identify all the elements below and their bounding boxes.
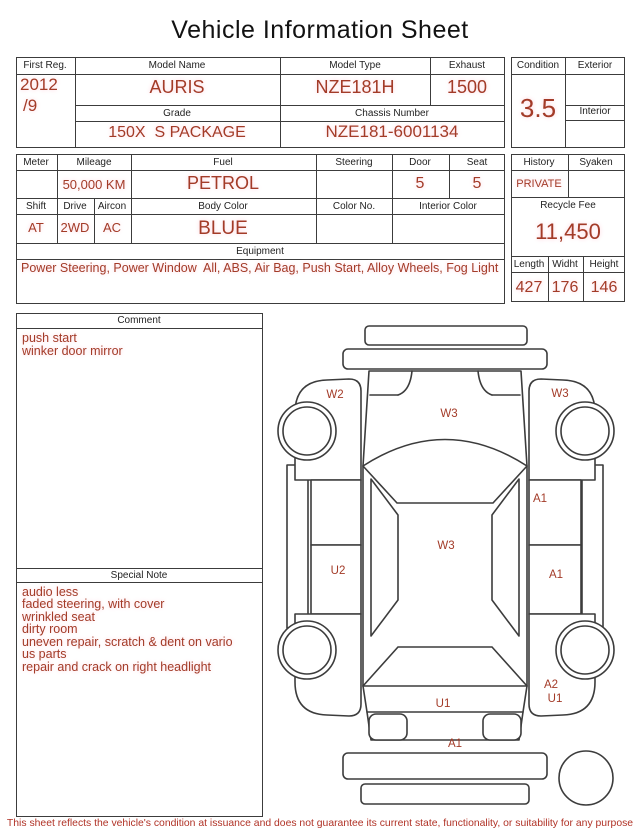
divider bbox=[16, 74, 505, 75]
divider bbox=[16, 170, 505, 171]
divider bbox=[511, 272, 625, 273]
recycle-fee-value: 11,450 bbox=[535, 219, 601, 244]
divider bbox=[392, 154, 393, 198]
footer-disclaimer: This sheet reflects the vehicle's condition at issuance and does not guarantee its current state, functionality, or suitability for any purpose bbox=[6, 818, 634, 829]
damage-label-w2: W2 bbox=[326, 389, 344, 401]
divider bbox=[316, 154, 317, 198]
exhaust-label: Exhaust bbox=[448, 60, 486, 71]
divider bbox=[57, 154, 58, 198]
comment-box bbox=[16, 313, 263, 817]
model-type-label: Model Type bbox=[329, 60, 381, 71]
rear-lamp-left bbox=[369, 714, 407, 740]
divider bbox=[75, 57, 76, 148]
damage-label-u2: U2 bbox=[330, 565, 346, 577]
seat-value: 5 bbox=[472, 175, 482, 192]
width-label: Widht bbox=[552, 259, 578, 270]
fuel-label: Fuel bbox=[213, 157, 233, 168]
divider bbox=[430, 57, 431, 105]
grade-label: Grade bbox=[163, 108, 191, 119]
divider bbox=[583, 256, 584, 302]
rear-left-wheel bbox=[278, 621, 336, 679]
length-label: Length bbox=[513, 259, 545, 270]
divider bbox=[57, 198, 58, 243]
divider bbox=[565, 57, 566, 148]
damage-label-u1-tailgate: U1 bbox=[435, 698, 451, 710]
fuel-value: PETROL bbox=[186, 173, 260, 193]
special-note-line: faded steering, with cover bbox=[22, 597, 165, 611]
equipment-list: Power Steering, Power Window All, ABS, Air Bag, Push Start, Alloy Wheels, Fog Light bbox=[21, 261, 499, 275]
damage-label-w3-hood: W3 bbox=[440, 408, 458, 420]
length-value: 427 bbox=[515, 279, 543, 296]
damage-label-w3-roof: W3 bbox=[437, 540, 455, 552]
special-note-line: dirty room bbox=[22, 622, 78, 636]
mileage-value: 50,000 KM bbox=[62, 177, 126, 192]
first-reg-month: /9 bbox=[23, 96, 38, 115]
body-color-label: Body Color bbox=[198, 201, 248, 212]
front-right-door bbox=[529, 480, 581, 545]
exterior-label: Exterior bbox=[577, 60, 613, 71]
divider bbox=[280, 57, 281, 148]
special-note-line: repair and crack on right headlight bbox=[22, 660, 212, 674]
front-bumper-strip bbox=[365, 326, 527, 345]
damage-label-u1-side: U1 bbox=[547, 693, 563, 705]
comment-label: Comment bbox=[117, 315, 161, 326]
spare-wheel bbox=[559, 751, 613, 805]
model-name-label: Model Name bbox=[148, 60, 206, 71]
meter-label: Meter bbox=[23, 157, 49, 168]
damage-label-w3-fender: W3 bbox=[551, 388, 569, 400]
divider bbox=[392, 198, 393, 243]
damage-label-a2: A2 bbox=[543, 679, 559, 691]
aircon-label: Aircon bbox=[97, 201, 127, 212]
divider bbox=[16, 198, 505, 199]
divider bbox=[131, 154, 132, 198]
damage-diagram bbox=[265, 313, 640, 818]
damage-label-a1-rear-door: A1 bbox=[548, 569, 564, 581]
color-no-label: Color No. bbox=[332, 201, 376, 212]
first-reg-year: 2012 bbox=[20, 75, 58, 94]
rear-lamp-right bbox=[483, 714, 521, 740]
special-note-line: us parts bbox=[22, 647, 67, 661]
seat-label: Seat bbox=[466, 157, 488, 168]
door-value: 5 bbox=[415, 175, 425, 192]
special-note-line: uneven repair, scratch & dent on vario bbox=[22, 635, 233, 649]
divider bbox=[16, 243, 505, 244]
page-title: Vehicle Information Sheet bbox=[171, 16, 469, 44]
steering-label: Steering bbox=[335, 157, 373, 168]
drive-label: Drive bbox=[63, 201, 87, 212]
interior-color-label: Interior Color bbox=[419, 201, 477, 212]
front-bumper bbox=[343, 349, 547, 369]
shift-label: Shift bbox=[25, 201, 47, 212]
divider bbox=[511, 256, 625, 257]
exhaust-value: 1500 bbox=[446, 77, 488, 97]
divider bbox=[16, 214, 505, 215]
door-label: Door bbox=[409, 157, 431, 168]
divider bbox=[16, 328, 263, 329]
equipment-label: Equipment bbox=[236, 246, 284, 257]
width-value: 176 bbox=[551, 279, 579, 296]
chassis-label: Chassis Number bbox=[355, 108, 429, 119]
comment-line: winker door mirror bbox=[22, 344, 123, 358]
rear-bumper-strip bbox=[361, 784, 529, 804]
divider bbox=[316, 198, 317, 243]
first-reg-label: First Reg. bbox=[23, 60, 67, 71]
grade-value: 150X S PACKAGE bbox=[108, 124, 246, 141]
aircon-value: AC bbox=[102, 220, 122, 235]
divider bbox=[511, 197, 625, 198]
divider bbox=[568, 154, 569, 197]
divider bbox=[449, 154, 450, 198]
left-rocker-panel bbox=[287, 465, 308, 628]
rear-bumper bbox=[343, 753, 547, 779]
damage-label-a1-bumper: A1 bbox=[447, 738, 463, 750]
comment-line: push start bbox=[22, 331, 77, 345]
front-left-door bbox=[311, 480, 361, 545]
shift-value: AT bbox=[28, 220, 44, 235]
divider bbox=[16, 582, 263, 583]
front-left-wheel bbox=[278, 402, 336, 460]
mileage-label: Mileage bbox=[76, 157, 112, 168]
special-note-line: audio less bbox=[22, 585, 79, 599]
condition-score: 3.5 bbox=[519, 93, 557, 123]
rear-right-wheel bbox=[556, 621, 614, 679]
rear-left-door bbox=[311, 545, 361, 614]
model-type-value: NZE181H bbox=[315, 77, 395, 97]
front-right-wheel bbox=[556, 402, 614, 460]
divider bbox=[548, 256, 549, 302]
history-label: History bbox=[523, 157, 555, 168]
special-note-label: Special Note bbox=[110, 570, 168, 581]
body-color-value: BLUE bbox=[198, 218, 248, 239]
height-value: 146 bbox=[590, 279, 618, 296]
damage-label-a1-front-door: A1 bbox=[532, 493, 548, 505]
divider bbox=[94, 198, 95, 243]
chassis-value: NZE181-6001134 bbox=[325, 122, 459, 141]
history-value: PRIVATE bbox=[516, 178, 562, 190]
drive-value: 2WD bbox=[60, 220, 90, 235]
divider bbox=[511, 74, 625, 75]
syaken-label: Syaken bbox=[579, 157, 613, 168]
recycle-fee-label: Recycle Fee bbox=[540, 200, 596, 211]
divider bbox=[131, 198, 132, 243]
divider bbox=[75, 105, 505, 106]
interior-label: Interior bbox=[579, 106, 611, 117]
height-label: Height bbox=[589, 259, 619, 270]
model-name-value: AURIS bbox=[149, 77, 205, 97]
condition-label: Condition bbox=[516, 60, 560, 71]
special-note-line: wrinkled seat bbox=[22, 610, 95, 624]
divider bbox=[565, 120, 625, 121]
right-rocker-panel bbox=[582, 465, 603, 628]
